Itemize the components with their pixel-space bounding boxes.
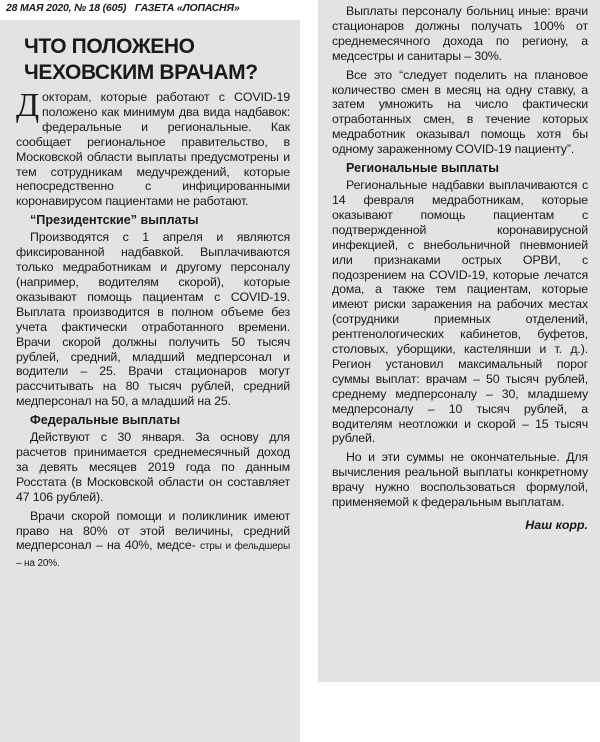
regional-paragraph-2: Но и эти суммы не окончательные. Для вычисления реальной выплаты конкретному врачу нужно воспользоваться формулой, применяемой к федеральным выплатам. bbox=[332, 450, 588, 510]
hospital-paragraph: Выплаты персоналу больниц иные: врачи стационаров должны получать 100% от среднемесячного дохода по региону, а медсестры и санитары – 30%. bbox=[332, 4, 588, 63]
subheading-presidential: “Президентские” выплаты bbox=[30, 213, 199, 228]
article-right-column bbox=[318, 0, 600, 682]
federal-paragraph-2-text: Врачи скорой помощи и поликлиник имеют право на 80% от этой величины, средний медперсонал – на 40%, медсе- bbox=[16, 508, 290, 553]
presidential-paragraph: Производятся с 1 апреля и являются фиксированной надбавкой. Выплачиваются только медработникам и другому персоналу (например, водителям скорой), которые оказывают помощь пациентам с COVID-19. Выплата производится в полном объеме без учета фактически отработанного времени. Врачи скорой должны получить 50 тысяч рублей, средний, младший медперсонал и водители – 25. Врачи стационаров могут рассчитывать на 80 тысяч рублей, средний медперсонал на 50, а младший на 25. bbox=[16, 230, 290, 409]
page-header bbox=[6, 2, 301, 18]
calculation-paragraph: Все это “следует поделить на плановое количество смен в месяц на одну ставку, а затем умножить на число фактически отработанных смен, в течение которых медработник оказывал помощь хотя бы одному зараженному COVID-19 пациенту”. bbox=[332, 67, 588, 157]
article-title bbox=[24, 34, 290, 86]
subheading-regional: Региональные выплаты bbox=[346, 161, 500, 176]
intro-paragraph bbox=[16, 87, 290, 209]
newspaper-name: ГАЗЕТА «ЛОПАСНЯ» bbox=[134, 2, 240, 14]
title-line-1: ЧТО ПОЛОЖЕНО bbox=[24, 35, 195, 58]
regional-paragraph-1: Региональные надбавки выплачиваются с 14 февраля медработникам, которые оказывают помощь пациентам с подтвержденной коронавирусной инфекцией, с внебольничной пневмонией или признаками острых ОРВИ, с подозрением на COVID-19, которые лечатся дома, а также тем пациентам, которые имеют риски заражения на рабочих местах (сотрудники приемных отделений, рентгенологических кабинетов, буфетов, столовых, уборщики, кастелянши и т. д.). Регион установил максимальный порог суммы выплат: врачам – 50 тысяч рублей, среднему медперсоналу – 30, младшему медперсоналу – 10 тысяч рублей, а водителям неотложки и скорой – 15 тысяч рублей. bbox=[332, 178, 588, 446]
article-left-column bbox=[0, 20, 300, 742]
author-signature: Наш корр. bbox=[525, 518, 588, 532]
issue-date: 28 МАЯ 2020, № 18 (605) bbox=[6, 2, 127, 14]
federal-paragraph-2 bbox=[16, 509, 290, 573]
drop-cap: Д bbox=[16, 87, 40, 124]
intro-text: окторам, которые работают с COVID-19 положено как минимум два вида надбавок: федеральные и региональные. Как сообщает региональное правительство, в Московской области выплаты предусмотрены и тем сотрудникам медучреждений, которые непосредственно с инфицированными коронавирусом пациентами не работают. bbox=[16, 90, 290, 209]
federal-paragraph-1: Действуют с 30 января. За основу для расчетов принимается среднемесячный доход за девять месяцев 2019 года по данным Росстата (в Московской области он составляет 47 106 рублей). bbox=[16, 430, 290, 504]
federal-paragraph-2-tail: стры и фельдшеры – на 20%. bbox=[16, 541, 290, 570]
title-line-2: ЧЕХОВСКИМ ВРАЧАМ? bbox=[24, 61, 258, 84]
subheading-federal: Федеральные выплаты bbox=[30, 413, 181, 428]
